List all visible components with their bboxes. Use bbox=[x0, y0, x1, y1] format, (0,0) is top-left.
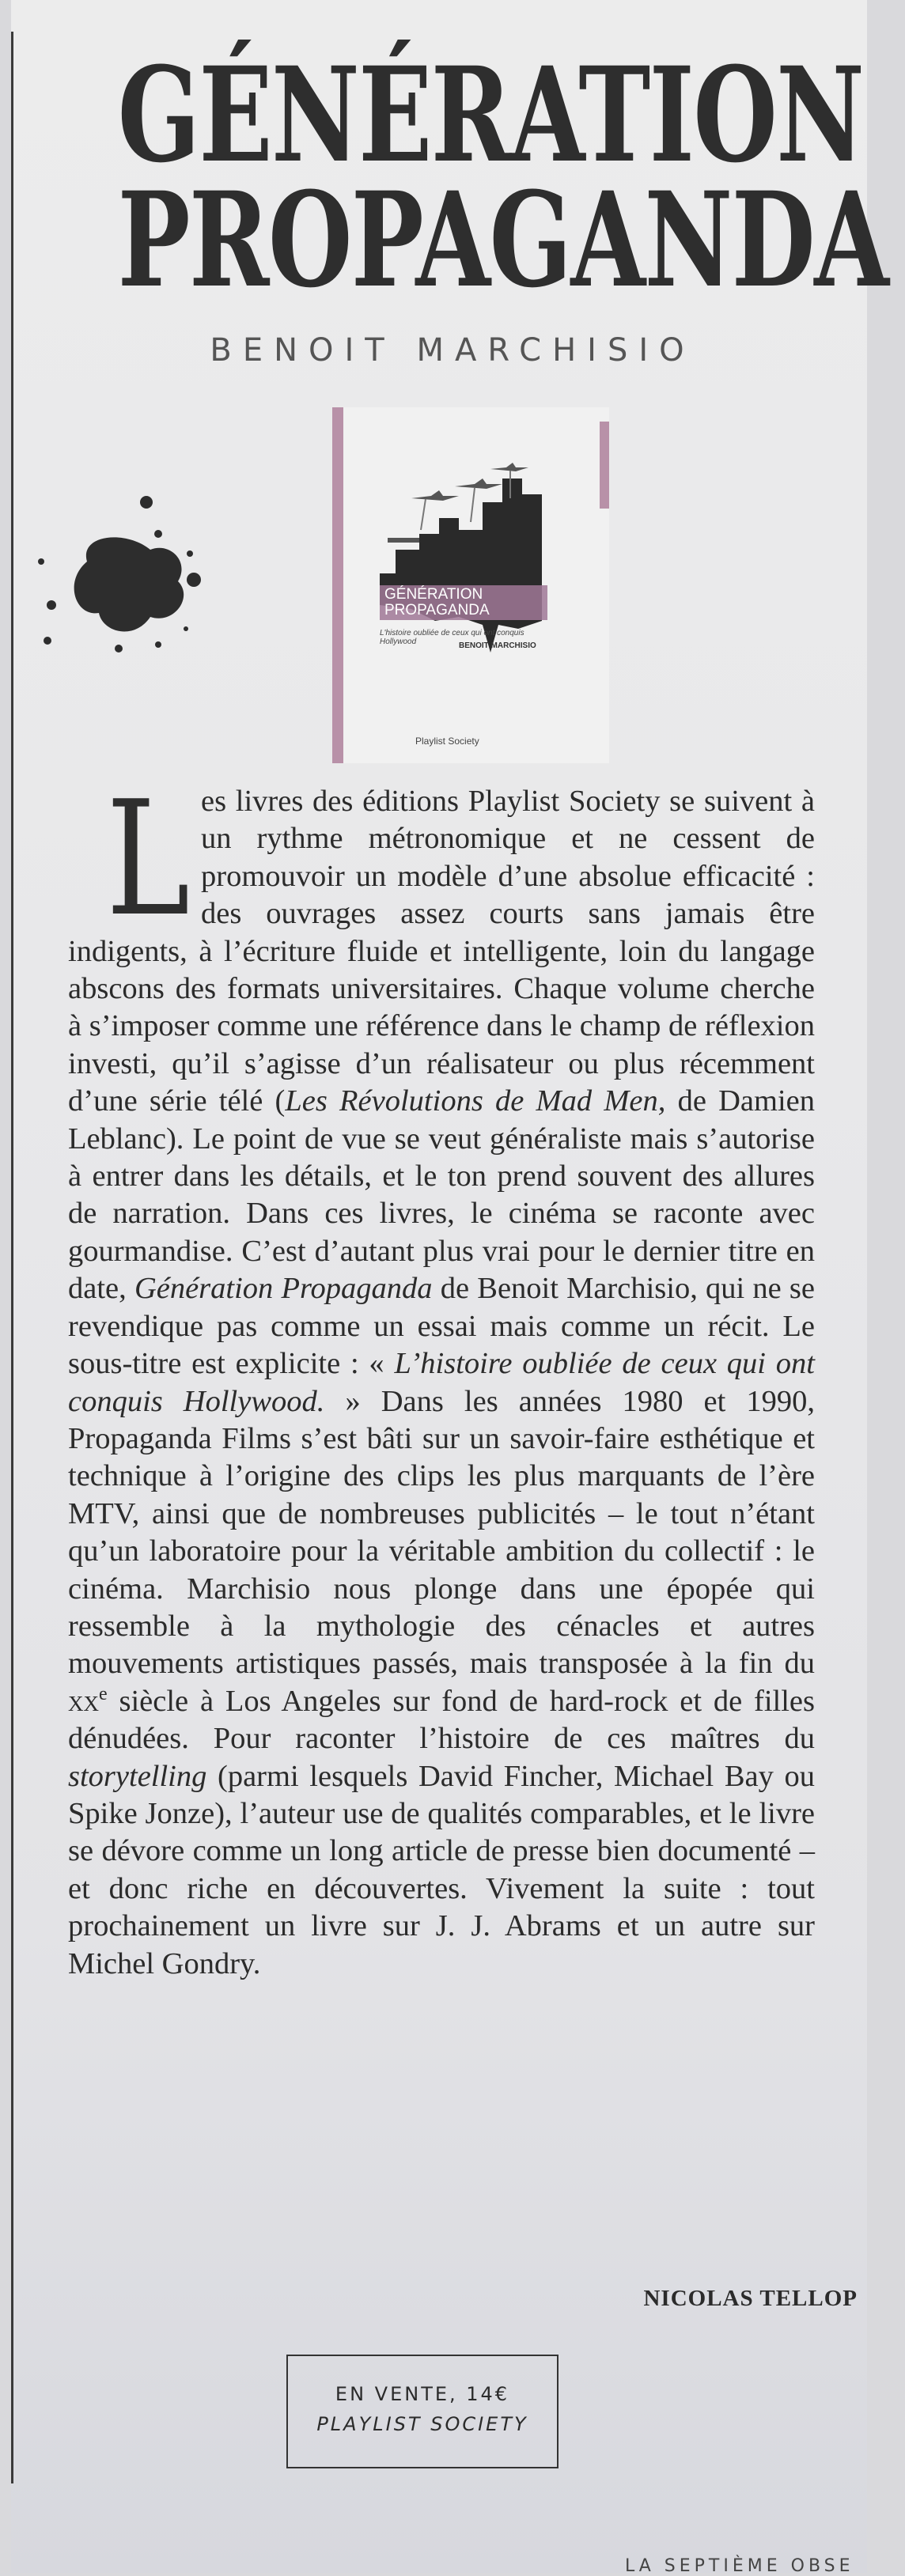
sale-publisher: PLAYLIST SOCIETY bbox=[316, 2413, 528, 2435]
text-segment: Les Révolutions de Mad Men, bbox=[285, 1084, 666, 1118]
text-segment: siècle à Los Angeles sur fond de hard-rock et de filles dénudées. Pour raconter l’histoire de ces maîtres du bbox=[68, 1684, 815, 1756]
text-segment: de Damien Leblanc). Le point de vue se veut généraliste mais s’autorise à entrer dans les détails, et le ton prend souvent des allures de narration. Dans ces livres, le cinéma se raconte avec gourmandise. C’est d’autant plus vrai pour le dernier titre en date, bbox=[68, 1084, 815, 1306]
article-body bbox=[68, 767, 815, 1983]
book-cover bbox=[332, 407, 609, 763]
text-segment: es livres des éditions Playlist Society se suivent à un rythme métronomique et ne cessent de promouvoir un modèle d’une absolue efficacité : des ouvrages assez courts sans jamais être indigents, à l’écriture fluide et intelligente, loin du langage abscons des formats universitaires. Chaque volume cherche à s’imposer comme une référence dans le champ de réflexion investi, qu’il s’agisse d’un réalisateur ou plus récemment d’une série télé ( bbox=[68, 785, 815, 1118]
sale-info-box bbox=[286, 2355, 559, 2468]
text-segment: storytelling bbox=[68, 1759, 207, 1793]
text-segment: e bbox=[99, 1683, 108, 1704]
drop-cap: L bbox=[106, 767, 191, 951]
text-segment: L’histoire oubliée de ceux qui ont conquis Hollywood. bbox=[68, 1347, 815, 1418]
article-paragraph bbox=[68, 767, 815, 1983]
left-rule bbox=[11, 32, 13, 2483]
article-author: BENOIT MARCHISIO bbox=[210, 332, 695, 369]
book-cover-subtitle: L'histoire oubliée de ceux qui ont conquis Hollywood bbox=[380, 629, 524, 646]
article-title-line-2: PROPAGANDA bbox=[117, 163, 888, 316]
page-footer: LA SEPTIÈME OBSE bbox=[625, 2556, 854, 2576]
text-segment: de Benoit Marchisio, qui ne se revendique pas comme un essai mais comme un récit. Le sous-titre est explicite : « bbox=[68, 1272, 815, 1381]
ink-splat-icon bbox=[32, 486, 214, 672]
article-signature: NICOLAS TELLOP bbox=[643, 2286, 858, 2311]
text-segment: (parmi lesquels David Fincher, Michael Bay ou Spike Jonze), l’auteur use de qualités comparables, et le livre se dévore comme un long article de presse bien documenté – et donc riche en découvertes. Vivement la suite : tout prochainement un livre sur J. J. Abrams et un autre sur Michel Gondry. bbox=[68, 1759, 815, 1980]
book-spine-band bbox=[600, 422, 609, 509]
book-cover-publisher: Playlist Society bbox=[415, 736, 479, 747]
article-title-line-1: GÉNÉRATION bbox=[117, 38, 864, 191]
sale-price: EN VENTE, 14€ bbox=[335, 2383, 510, 2405]
book-cover-title: GÉNÉRATION PROPAGANDA bbox=[380, 585, 547, 620]
text-segment: Génération Propaganda bbox=[134, 1272, 433, 1306]
book-spine bbox=[332, 407, 343, 763]
text-segment: xx bbox=[68, 1684, 99, 1718]
book-cover-author: BENOIT MARCHISIO bbox=[459, 641, 536, 650]
text-segment: » Dans les années 1980 et 1990, Propaganda Films s’est bâti sur un savoir-faire esthétique et technique à l’origine des clips les plus marquants de l’ère MTV, ainsi que de nombreuses publicités – le tout n’étant qu’un laboratoire pour la véritable ambition du collectif : le cinéma. Marchisio nous plonge dans une épopée qui ressemble à la mythologie des cénacles et autres mouvements artistiques passés, mais transposée à la fin du bbox=[68, 1384, 815, 1681]
